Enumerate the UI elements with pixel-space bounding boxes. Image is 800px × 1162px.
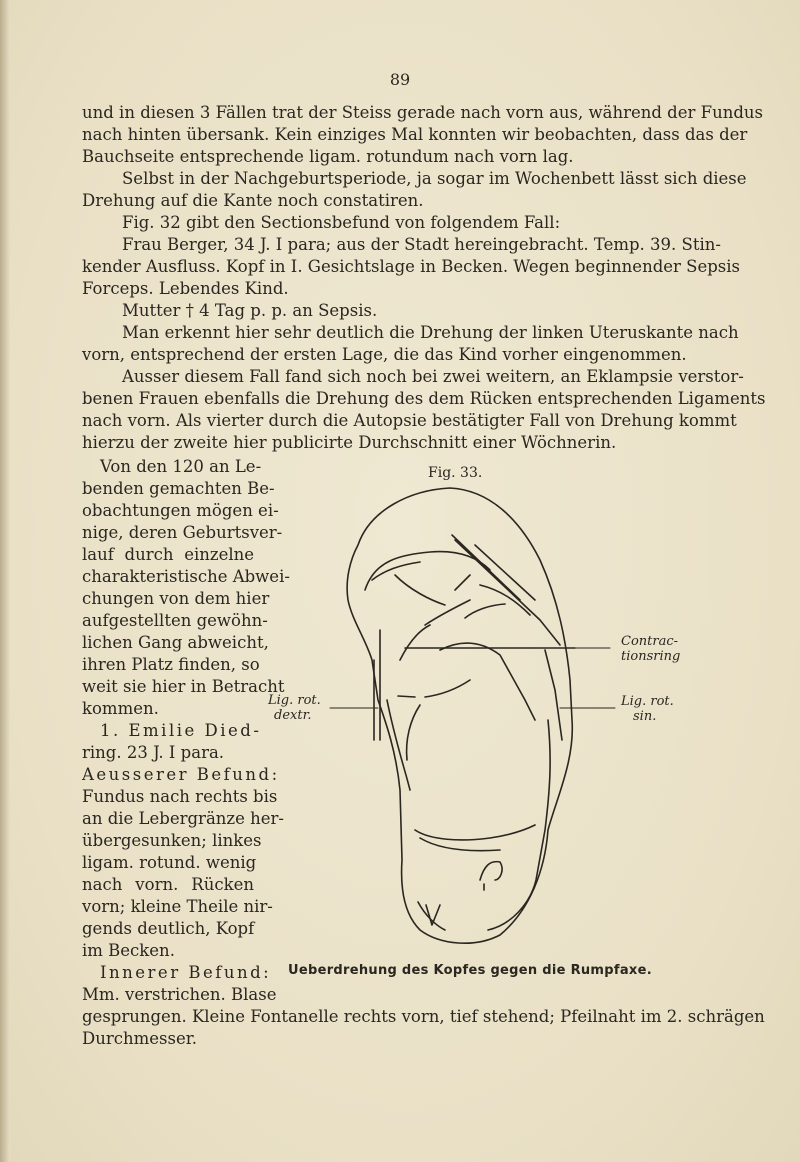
text-line: Frau Berger, 34 J. I para; aus der Stadt hereingebracht. Temp. 39. Stin-: [122, 235, 721, 254]
annotation-text: Lig. rot.: [268, 693, 321, 708]
figure-caption: Ueberdrehung des Kopfes gegen die Rumpfaxe.: [288, 963, 652, 978]
text-line: lauf durch einzelne: [82, 545, 254, 564]
text-line: übergesunken; linkes: [82, 831, 262, 850]
text-line: Aeusserer Befund:: [82, 765, 280, 784]
text-line: ligam. rotund. wenig: [82, 853, 257, 872]
text-line: Man erkennt hier sehr deutlich die Drehung der linken Uteruskante nach: [122, 323, 739, 342]
uterus-outline: [347, 488, 572, 943]
text-line: und in diesen 3 Fällen trat der Steiss gerade nach vorn aus, während der Fundus: [82, 103, 763, 122]
text-line: nach vorn. Rücken: [82, 875, 254, 894]
text-line: nach hinten übersank. Kein einziges Mal konnten wir beobachten, dass das der: [82, 125, 748, 144]
text-line: nige, deren Geburtsver-: [82, 523, 283, 542]
text-line: nach vorn. Als vierter durch die Autopsie bestätigter Fall von Drehung kommt: [82, 411, 737, 430]
text-line: chungen von dem hier: [82, 589, 270, 608]
annotation-lig-rot-sin: [621, 694, 674, 724]
annotation-text: Contrac-: [621, 634, 679, 649]
annotation-lig-rot-dextr: [268, 693, 321, 723]
text-line: vorn, entsprechend der ersten Lage, die das Kind vorher eingenommen.: [82, 345, 687, 364]
ligament-line-2: [455, 540, 560, 645]
figure-label: Fig. 33.: [428, 465, 483, 481]
text-line: benen Frauen ebenfalls die Drehung des dem Rücken entsprechenden Ligaments: [82, 389, 766, 408]
text-line: Von den 120 an Le-: [100, 457, 262, 476]
text-line: kommen.: [82, 699, 159, 718]
text-line: gends deutlich, Kopf: [82, 919, 255, 938]
text-line: Mm. verstrichen. Blase: [82, 985, 277, 1004]
annotation-text: sin.: [633, 709, 657, 724]
text-line: charakteristische Abwei-: [82, 567, 290, 586]
text-line: Selbst in der Nachgeburtsperiode, ja sogar im Wochenbett lässt sich diese: [122, 169, 747, 188]
text-line: 1. Emilie Died-: [100, 721, 262, 740]
text-line: Ausser diesem Fall fand sich noch bei zwei weitern, an Eklampsie verstor-: [122, 367, 744, 386]
text-line: weit sie hier in Betracht: [82, 677, 285, 696]
fetal-body: [415, 825, 535, 840]
text-line: Fundus nach rechts bis: [82, 787, 278, 806]
text-line: Forceps. Lebendes Kind.: [82, 279, 289, 298]
text-line: gesprungen. Kleine Fontanelle rechts vorn, tief stehend; Pfeilnaht im 2. schrägen: [82, 1007, 765, 1026]
text-line: Innerer Befund:: [100, 963, 272, 982]
text-line: im Becken.: [82, 941, 175, 960]
text-line: Bauchseite entsprechende ligam. rotundum nach vorn lag.: [82, 147, 574, 166]
annotation-text: Lig. rot.: [621, 694, 674, 709]
annotation-text: dextr.: [274, 708, 312, 723]
text-line: obachtungen mögen ei-: [82, 501, 279, 520]
text-line: lichen Gang abweicht,: [82, 633, 269, 652]
text-line: Durchmesser.: [82, 1029, 198, 1048]
text-line: aufgestellten gewöhn-: [82, 611, 268, 630]
page-number: 89: [389, 70, 411, 89]
text-line: Drehung auf die Kante noch constatiren.: [82, 191, 424, 210]
text-line: benden gemachten Be-: [82, 479, 275, 498]
text-line: ring. 23 J. I para.: [82, 743, 225, 762]
text-line: hierzu der zweite hier publicirte Durchschnitt einer Wöchnerin.: [82, 433, 617, 452]
text-line: an die Lebergränze her-: [82, 809, 284, 828]
annotation-contraction-ring: [621, 634, 680, 664]
annotation-text: tionsring: [621, 649, 681, 664]
ligament-line-1: [452, 535, 520, 600]
text-line: vorn; kleine Theile nir-: [82, 897, 273, 916]
text-line: Mutter † 4 Tag p. p. an Sepsis.: [122, 301, 378, 320]
text-line: ihren Platz finden, so: [82, 655, 260, 674]
text-line: kender Ausfluss. Kopf in I. Gesichtslage in Becken. Wegen beginnender Sepsis: [82, 257, 740, 276]
text-line: Fig. 32 gibt den Sectionsbefund von folgendem Fall:: [122, 213, 561, 232]
